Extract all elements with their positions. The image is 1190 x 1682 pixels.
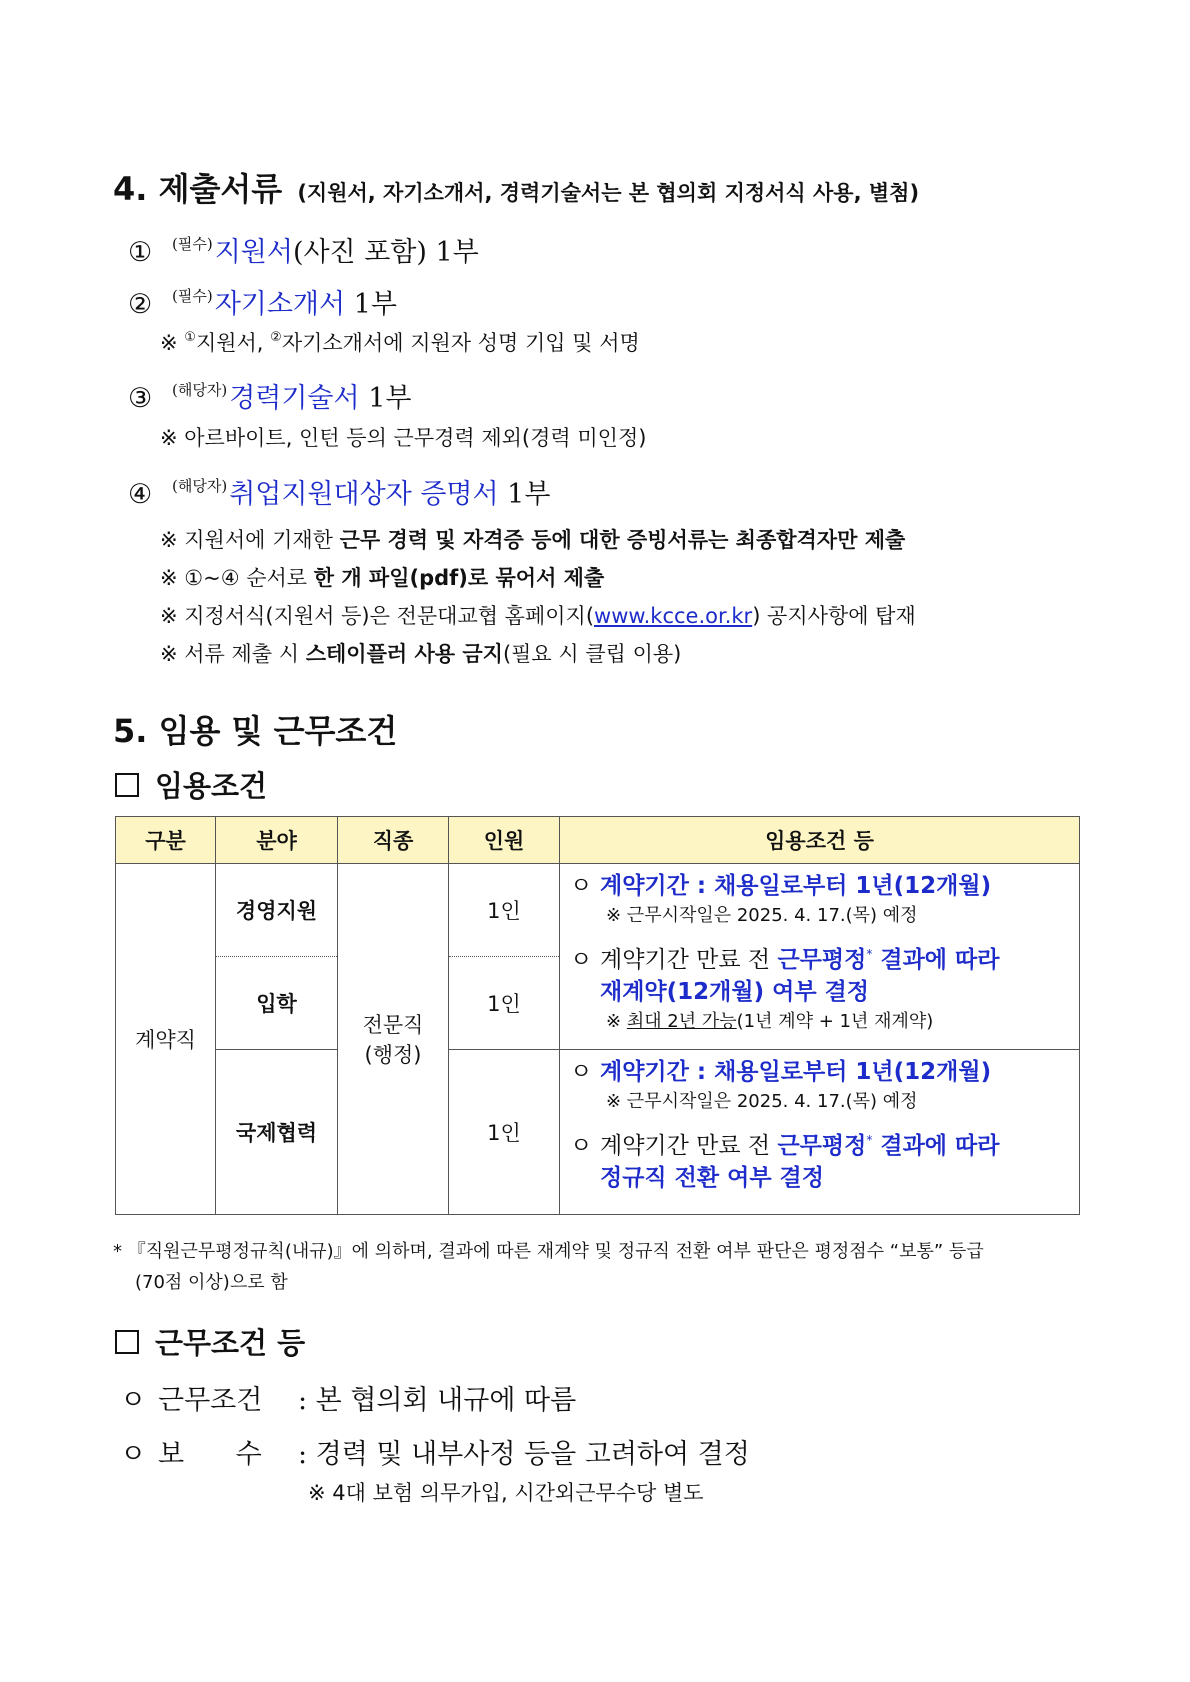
subsection-employment [115,764,267,805]
bullet: ㅇ [570,1059,593,1085]
note-bold: 한 개 파일(pdf)로 묶어서 제출 [313,566,605,590]
salary-row [120,1432,750,1471]
note-bold: 스테이플러 사용 금지 [305,642,503,666]
cond-text: 계약기간 만료 전 [600,947,778,973]
item-rest: (사진 포함) 1부 [292,237,479,268]
note-bold: 근무 경력 및 자격증 등에 대한 증빙서류는 최종합격자만 제출 [339,528,906,552]
subsection-label: 임용조건 [155,769,268,803]
item-tag: (해당자) [172,381,228,399]
cond-blue: 근무평정 [777,1133,867,1159]
job-type-line: (행정) [364,1043,422,1067]
table-header: 인원 [449,817,560,864]
count-cell: 1인 [449,957,560,1050]
bullet: ㅇ [120,1385,147,1416]
bullet: ㅇ [570,1133,593,1159]
item-number: ② [128,289,153,320]
cond-note: ※ 근무시작일은 2025. 4. 17.(목) 예정 [606,1091,918,1112]
item-number: ① [128,237,153,268]
note-pre: ※ 지정서식(지원서 등)은 전문대교협 홈페이지( [160,604,595,628]
item-rest: 1부 [498,479,551,510]
cond-label: 근무조건 [158,1385,263,1416]
note-pre: ※ 지원서에 기재한 [160,528,340,552]
note-line [160,600,916,630]
note-post: (1년 계약 + 1년 재계약) [736,1011,934,1032]
table-header-row [116,817,1080,864]
item2-note [160,327,640,357]
count-cell: 1인 [449,1050,560,1215]
doc-item-3 [128,376,411,415]
salary-note: ※ 4대 보험 의무가입, 시간외근무수당 별도 [308,1481,704,1505]
bullet: ㅇ [570,873,593,899]
field-cell: 입학 [216,957,338,1050]
note-line [160,562,604,592]
item-name: 취업지원대상자 증명서 [229,479,499,510]
count-cell: 1인 [449,864,560,957]
cond-label: 보 수 [158,1439,262,1470]
field-cell: 경영지원 [216,864,338,957]
note-text: 지원서, [195,331,271,355]
checkbox-icon [115,773,139,797]
section4-subtitle: (지원서, 자기소개서, 경력기술서는 본 협의회 지정서식 사용, 별첨) [297,181,920,205]
doc-item-1 [128,230,479,269]
employment-table [115,816,1080,1215]
doc-item-4 [128,472,550,511]
cond-text: : 본 협의회 내규에 따름 [298,1385,577,1416]
subsection-work-conditions [115,1321,305,1362]
table-header: 분야 [216,817,338,864]
doc-item-2 [128,282,397,321]
item-tag: (해당자) [172,477,228,495]
table-header: 직종 [338,817,449,864]
note-line [160,524,905,554]
note-text: 자기소개서에 지원자 성명 기입 및 서명 [281,331,640,355]
item-name: 지원서 [214,237,293,268]
note-pre: ※ 서류 제출 시 [160,642,306,666]
table-row [116,1050,1080,1215]
category-cell: 계약직 [116,864,216,1215]
conditions-cell [560,1050,1080,1215]
item-rest: 1부 [359,383,412,414]
homepage-link[interactable]: www.kcce.or.kr [594,604,753,628]
section5-title: 5. 임용 및 근무조건 [113,712,398,750]
table-row [116,864,1080,957]
note-pre: ※ ①~④ 순서로 [160,566,314,590]
item-rest: 1부 [345,289,397,320]
cond-blue: 결과에 따라 [872,947,1000,973]
note-sup: ② [270,330,282,345]
star: * [866,1133,873,1147]
footnote-line2: (70점 이상)으로 함 [135,1272,288,1293]
section4-title: 4. 제출서류 [113,170,283,208]
note-mark: ※ [160,331,178,355]
footnote-line1: * 『직원근무평정규칙(내규)』에 의하며, 결과에 따른 재계약 및 정규직 전환 여부 판단은 평정점수 “보통” 등급 [113,1241,984,1262]
table-header: 임용조건 등 [560,817,1080,864]
item-tag: (필수) [172,287,213,305]
cond-blue: 결과에 따라 [872,1133,1000,1159]
note-post: (필요 시 클립 이용) [502,642,682,666]
cond-line: 계약기간 : 채용일로부터 1년(12개월) [600,1059,992,1085]
cond-blue: 재계약(12개월) 여부 결정 [600,979,870,1005]
cond-line: 계약기간 : 채용일로부터 1년(12개월) [600,873,992,899]
cond-note: ※ 근무시작일은 2025. 4. 17.(목) 예정 [606,905,918,926]
job-type-line: 전문직 [362,1013,424,1037]
cond-blue: 정규직 전환 여부 결정 [600,1165,824,1191]
item-tag: (필수) [172,235,213,253]
field-cell: 국제협력 [216,1050,338,1215]
work-condition-row [120,1378,576,1417]
note-mark: ※ [606,1011,627,1032]
bullet: ㅇ [570,947,593,973]
job-type-cell [338,864,449,1215]
item-name: 경력기술서 [229,383,360,414]
checkbox-icon [115,1330,139,1354]
subsection-label: 근무조건 등 [155,1326,306,1360]
item-number: ③ [128,383,153,414]
cond-blue: 근무평정 [777,947,867,973]
star: * [866,947,873,961]
note-post: ) 공지사항에 탑재 [752,604,916,628]
cond-text: 계약기간 만료 전 [600,1133,778,1159]
note-line [160,638,681,668]
bullet: ㅇ [120,1439,147,1470]
item-number: ④ [128,479,153,510]
conditions-cell [560,864,1080,1050]
table-header: 구분 [116,817,216,864]
section4-heading [113,164,919,210]
cond-text: : 경력 및 내부사정 등을 고려하여 결정 [298,1439,750,1470]
item3-note: ※ 아르바이트, 인턴 등의 근무경력 제외(경력 미인정) [160,426,647,450]
note-under: 최대 2년 가능 [626,1011,737,1032]
item-name: 자기소개서 [214,289,346,320]
note-sup: ① [184,330,196,345]
